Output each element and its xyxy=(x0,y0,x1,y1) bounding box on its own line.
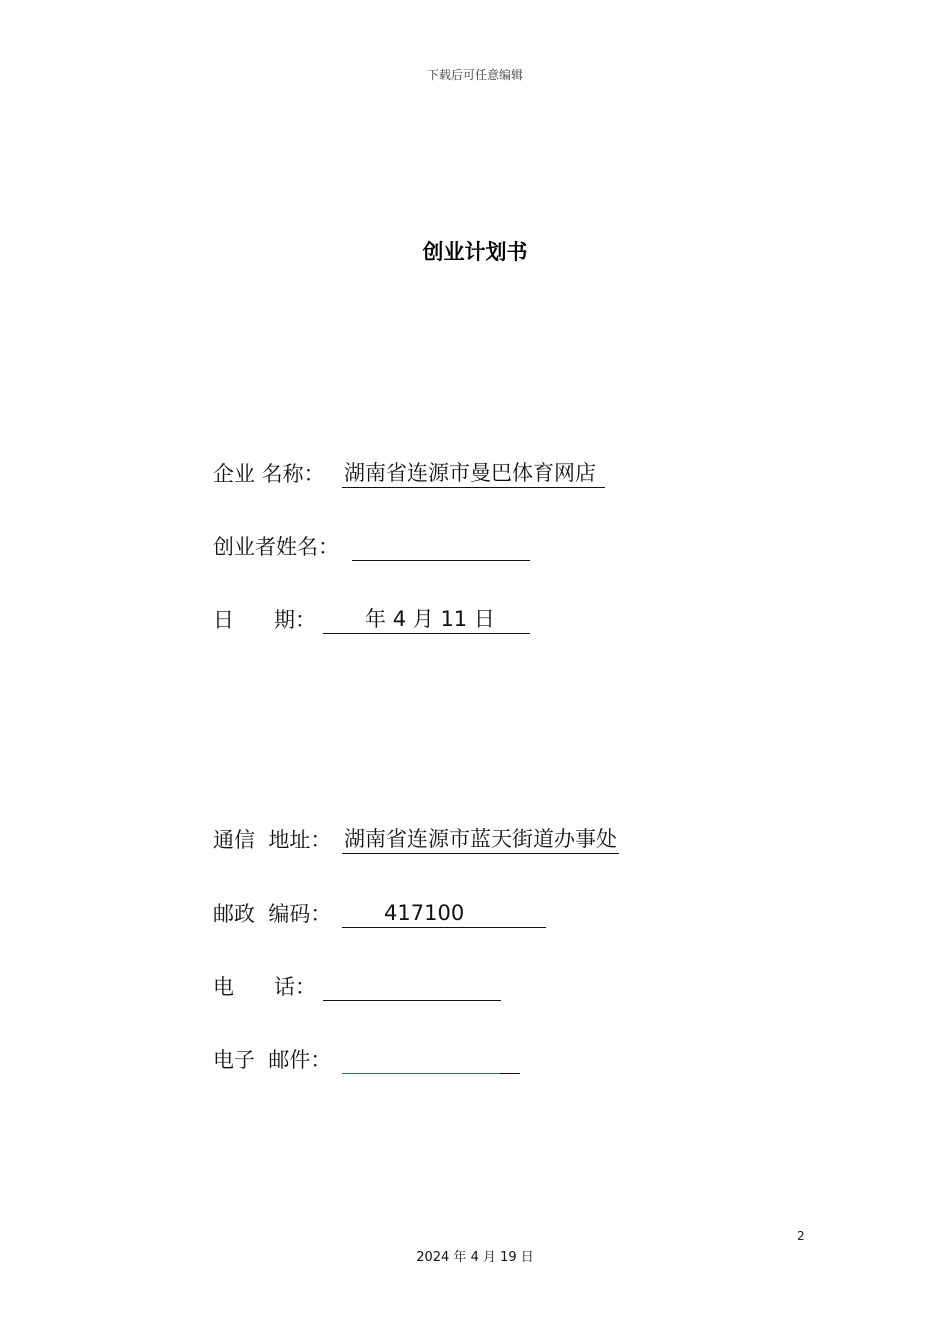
company-name-value: 湖南省连源市曼巴体育网店 xyxy=(342,459,605,488)
address-label: 通信 地址： xyxy=(213,828,332,852)
founder-name-row xyxy=(213,529,530,561)
header-note: 下载后可任意编辑 xyxy=(426,68,523,82)
founder-name-field[interactable] xyxy=(352,540,530,561)
founder-name-label: 创业者姓名： xyxy=(213,535,339,559)
address-row xyxy=(213,822,619,854)
footer-date: 2024 年 4 月 19 日 xyxy=(416,1250,534,1265)
postal-code-row xyxy=(213,896,546,928)
date-label: 日 期： xyxy=(213,608,317,632)
company-name-label: 企业 名称： xyxy=(213,462,325,486)
postal-code-value: 417100 xyxy=(342,899,546,928)
postal-code-label: 邮政 编码： xyxy=(213,902,332,926)
date-value: 年 4 月 11 日 xyxy=(323,605,530,634)
phone-row xyxy=(213,969,501,1001)
page-number: 2 xyxy=(797,1229,805,1243)
date-row xyxy=(213,602,530,634)
phone-label: 电 话： xyxy=(213,975,317,999)
phone-field[interactable] xyxy=(323,980,501,1001)
address-value: 湖南省连源市蓝天街道办事处 xyxy=(342,825,619,854)
email-row xyxy=(213,1042,520,1074)
email-label: 电子 邮件： xyxy=(213,1048,332,1072)
email-underline-tail xyxy=(500,1053,520,1074)
company-name-row xyxy=(213,456,605,488)
document-title: 创业计划书 xyxy=(422,240,528,264)
email-field[interactable] xyxy=(342,1053,500,1074)
